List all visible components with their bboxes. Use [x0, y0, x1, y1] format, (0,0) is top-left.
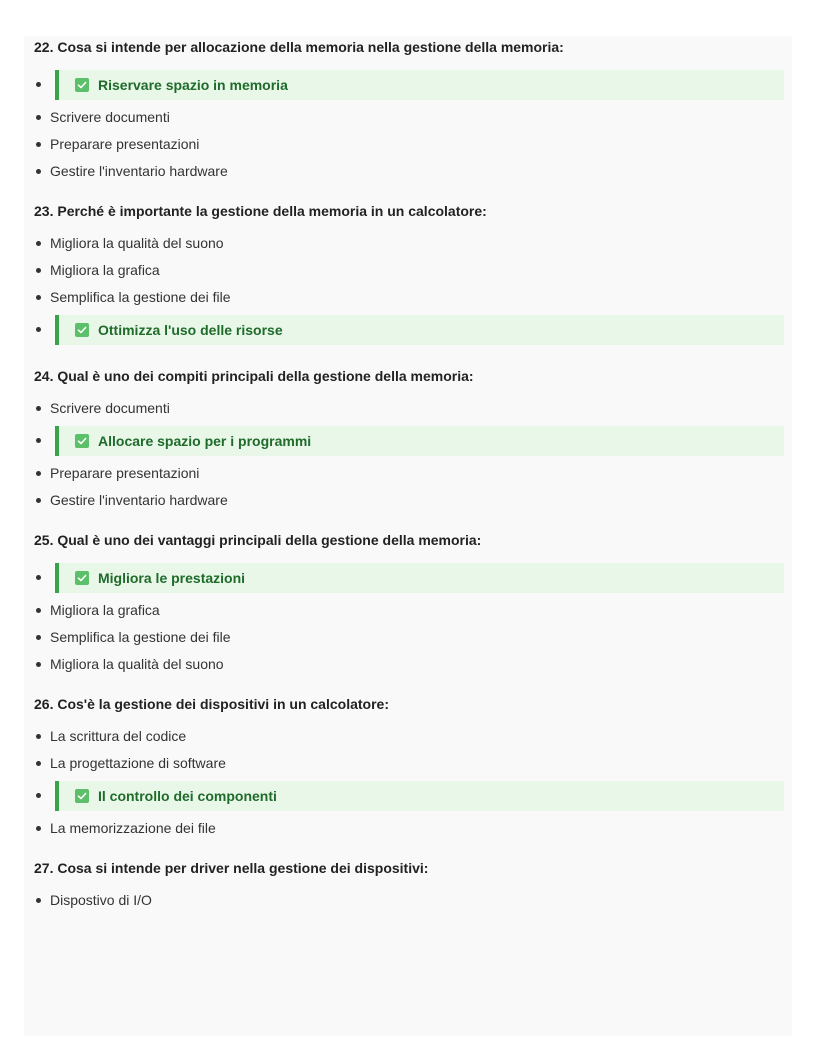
answer-text: Preparare presentazioni — [50, 465, 200, 481]
answer-item — [34, 464, 784, 482]
check-box-icon — [75, 323, 89, 337]
bullet-icon — [36, 268, 41, 273]
bullet-icon — [36, 295, 41, 300]
answer-text: Gestire l'inventario hardware — [50, 163, 228, 179]
answer-list — [34, 727, 784, 837]
answer-text: Dispostivo di I/O — [50, 892, 152, 908]
correct-answer-item — [34, 781, 784, 811]
bullet-icon — [36, 142, 41, 147]
answer-text: La scrittura del codice — [50, 728, 187, 744]
answer-item — [34, 655, 784, 673]
bullet-icon — [36, 826, 41, 831]
answer-text: Gestire l'inventario hardware — [50, 492, 228, 508]
bullet-icon — [36, 406, 41, 411]
question-title: 26. Cos'è la gestione dei dispositivi in un calcolatore: — [34, 696, 389, 712]
correct-answer-item — [34, 563, 784, 593]
answer-item — [34, 135, 784, 153]
answer-text: La progettazione di software — [50, 755, 226, 771]
correct-answer-highlight — [55, 70, 784, 100]
answer-list — [34, 399, 784, 509]
answer-item — [34, 261, 784, 279]
bullet-icon — [36, 438, 41, 443]
answer-text: Migliora la grafica — [50, 602, 160, 618]
bullet-icon — [36, 575, 41, 580]
answer-text: Scrivere documenti — [50, 400, 170, 416]
answer-text: Migliora la grafica — [50, 262, 160, 278]
answer-item — [34, 162, 784, 180]
answer-item — [34, 491, 784, 509]
answer-text: Migliora la qualità del suono — [50, 656, 224, 672]
answer-item — [34, 891, 784, 909]
answer-item — [34, 399, 784, 417]
answer-item — [34, 234, 784, 252]
question-block — [34, 531, 784, 673]
question-title: 22. Cosa si intende per allocazione della memoria nella gestione della memoria: — [34, 39, 564, 55]
answer-text: Il controllo dei componenti — [98, 788, 277, 804]
answer-item — [34, 628, 784, 646]
correct-answer-item — [34, 315, 784, 345]
bullet-icon — [36, 898, 41, 903]
answer-item — [34, 819, 784, 837]
bullet-icon — [36, 761, 41, 766]
answer-list — [34, 234, 784, 345]
question-block — [34, 202, 784, 345]
question-title: 25. Qual è uno dei vantaggi principali della gestione della memoria: — [34, 532, 482, 548]
answer-text: Scrivere documenti — [50, 109, 170, 125]
answer-text: La memorizzazione dei file — [50, 820, 216, 836]
question-block — [34, 38, 784, 180]
answer-text: Semplifica la gestione dei file — [50, 289, 231, 305]
answer-text: Allocare spazio per i programmi — [98, 433, 312, 449]
quiz-content — [34, 38, 784, 931]
answer-item — [34, 108, 784, 126]
bullet-icon — [36, 608, 41, 613]
question-title: 24. Qual è uno dei compiti principali della gestione della memoria: — [34, 368, 474, 384]
bullet-icon — [36, 169, 41, 174]
correct-answer-item — [34, 70, 784, 100]
bullet-icon — [36, 241, 41, 246]
answer-text: Semplifica la gestione dei file — [50, 629, 231, 645]
answer-text: Riservare spazio in memoria — [98, 77, 288, 93]
bullet-icon — [36, 734, 41, 739]
answer-list — [34, 891, 784, 909]
check-box-icon — [75, 434, 89, 448]
correct-answer-highlight — [55, 315, 784, 345]
answer-list — [34, 563, 784, 673]
question-title: 27. Cosa si intende per driver nella gestione dei dispositivi: — [34, 860, 429, 876]
answer-text: Preparare presentazioni — [50, 136, 200, 152]
bullet-icon — [36, 635, 41, 640]
correct-answer-highlight — [55, 563, 784, 593]
answer-text: Migliora le prestazioni — [98, 570, 246, 586]
correct-answer-item — [34, 426, 784, 456]
bullet-icon — [36, 662, 41, 667]
question-block — [34, 859, 784, 909]
bullet-icon — [36, 115, 41, 120]
bullet-icon — [36, 471, 41, 476]
question-block — [34, 367, 784, 509]
answer-item — [34, 288, 784, 306]
bullet-icon — [36, 793, 41, 798]
check-box-icon — [75, 78, 89, 92]
answer-item — [34, 601, 784, 619]
answer-item — [34, 727, 784, 745]
answer-list — [34, 70, 784, 180]
answer-item — [34, 754, 784, 772]
check-box-icon — [75, 571, 89, 585]
answer-text: Migliora la qualità del suono — [50, 235, 224, 251]
answer-text: Ottimizza l'uso delle risorse — [98, 322, 283, 338]
check-box-icon — [75, 789, 89, 803]
bullet-icon — [36, 498, 41, 503]
bullet-icon — [36, 327, 41, 332]
question-block — [34, 695, 784, 837]
correct-answer-highlight — [55, 426, 784, 456]
bullet-icon — [36, 82, 41, 87]
correct-answer-highlight — [55, 781, 784, 811]
question-title: 23. Perché è importante la gestione della memoria in un calcolatore: — [34, 203, 487, 219]
